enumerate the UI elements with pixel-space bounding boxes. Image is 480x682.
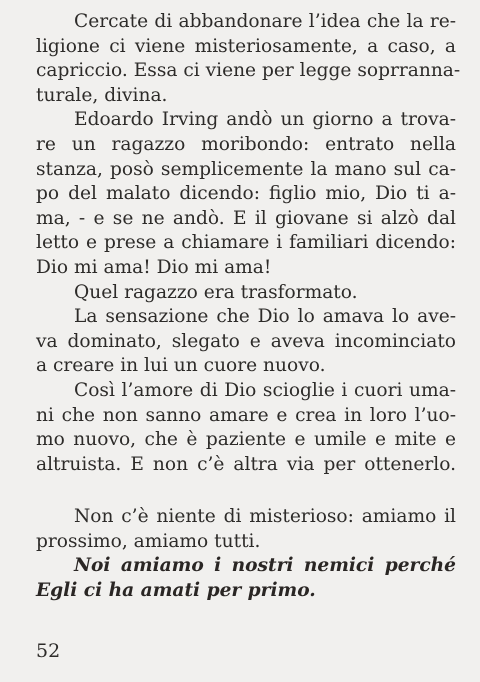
text-line: altruista. E non c’è altra via per ottenerlo. — [36, 453, 456, 475]
text-line: ni che non sanno amare e crea in loro l’uo- — [36, 404, 456, 426]
text-line: va dominato, slegato e aveva incominciato — [36, 330, 456, 352]
emphasis-line: Noi amiamo i nostri nemici perché — [74, 555, 456, 577]
closing-line: prossimo, amiamo tutti. — [36, 530, 261, 552]
emphasis-line: Egli ci ha amati per primo. — [36, 580, 316, 602]
closing-line: Non c’è niente di misterioso: amiamo il — [74, 506, 456, 528]
text-line: a creare in lui un cuore nuovo. — [36, 355, 326, 377]
text-line: turale, divina. — [36, 84, 168, 106]
text-line: Quel ragazzo era trasformato. — [74, 281, 358, 303]
text-line: La sensazione che Dio lo amava lo ave- — [74, 306, 456, 328]
text-line: Dio mi ama! Dio mi ama! — [36, 256, 272, 278]
text-line: capriccio. Essa ci viene per legge soprranna- — [36, 60, 461, 82]
text-line: Cercate di abbandonare l’idea che la re- — [74, 11, 456, 32]
text-line: mo nuovo, che è paziente e umile e mite e — [36, 429, 456, 451]
body-text — [36, 10, 461, 604]
text-line: re un ragazzo moribondo: entrato nella — [36, 133, 456, 155]
text-line: ma, - e se ne andò. E il giovane si alzò dal — [36, 207, 456, 229]
text-line: ligione ci viene misteriosamente, a caso, a — [36, 35, 456, 57]
text-line: Edoardo Irving andò un giorno a trova- — [74, 109, 456, 131]
text-line: Così l’amore di Dio scioglie i cuori uma- — [74, 379, 456, 401]
text-line: stanza, posò semplicemente la mano sul ca- — [36, 158, 456, 180]
paragraph-gap — [36, 477, 456, 505]
text-line: letto e prese a chiamare i familiari dicendo: — [36, 232, 456, 254]
text-line: po del malato dicendo: figlio mio, Dio ti a- — [36, 183, 456, 205]
page-number: 52 — [36, 640, 61, 662]
